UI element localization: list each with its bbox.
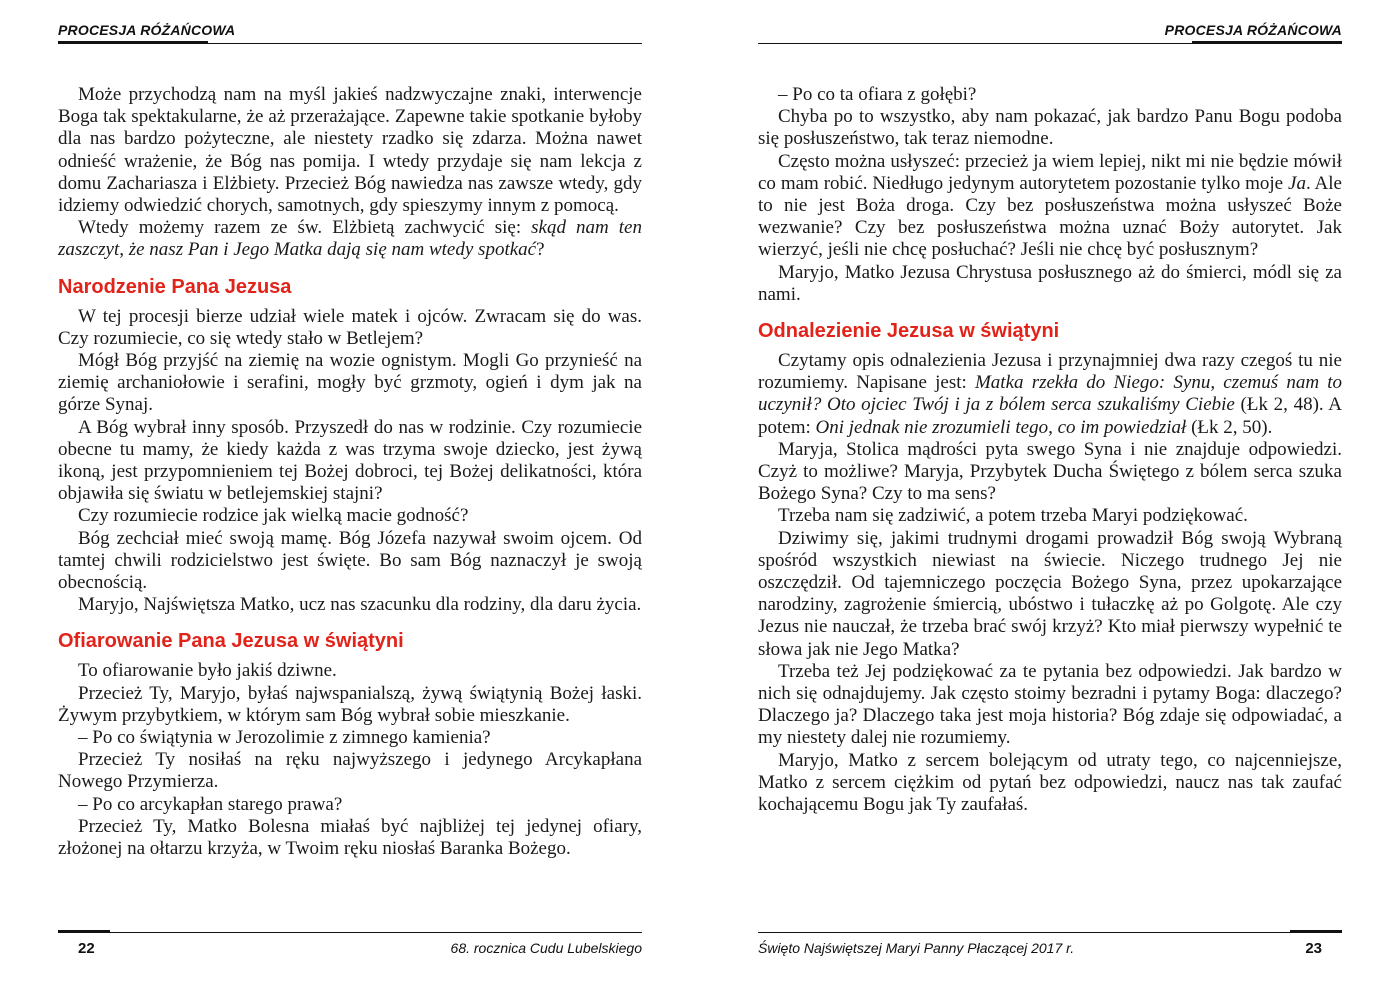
footer-rule [758, 932, 1342, 933]
paragraph: Trzeba też Jej podziękować za te pytania bez odpowiedzi. Jak bardzo w nich się odnajdujemy. Jak często stoimy bezradni i pytamy Boga: dlaczego? Dlaczego ja? Dlaczego taka jest moja historia? Bóg zdaje się odpowiadać, a my niestety dalej nie rozumiemy. [758, 660, 1342, 749]
body-text [58, 84, 642, 860]
paragraph: Może przychodzą nam na myśl jakieś nadzwyczajne znaki, interwencje Boga tak spektakularne, że aż przerażające. Zapewne takie spotkanie byłoby dla nas bardzo pożyteczne, ale niestety rzadko się zdarza. Można nawet odnieść wrażenie, że Bóg nas pomija. I wtedy przydaje się nam lekcja z domu Zachariasza i Elżbiety. Przecież Bóg nawiedza nas zawsze wtedy, gdy idziemy odwiedzić chorych, samotnych, gdy spieszymy innym z pomocą. [58, 84, 642, 217]
footer-title: Święto Najświętszej Maryi Panny Płaczącej 2017 r. [758, 940, 1075, 956]
footer-rule [58, 932, 642, 933]
text-run: (Łk 2, 48). A potem: [758, 394, 1342, 438]
text-run: (Łk 2, 50). [1186, 416, 1273, 438]
paragraph: Przecież Ty, Matko Bolesna miałaś być najbliżej tej jedynej ofiary, złożonej na ołtarzu krzyża, w Twoim ręku niosłaś Baranka Bożego. [58, 815, 642, 860]
paragraph: Przecież Ty nosiłaś na ręku najwyższego i jedynego Arcykapłana Nowego Przymierza. [58, 749, 642, 793]
section-heading: Narodzenie Pana Jezusa [58, 275, 292, 298]
paragraph: Maryja, Stolica mądrości pyta swego Syna i nie znajduje odpowiedzi. Czyż to możliwe? Maryja, Przybytek Ducha Świętego z bólem serca szuka Bożego Syna? Czy to ma sens? [758, 438, 1342, 505]
section-heading: Ofiarowanie Pana Jezusa w świątyni [58, 630, 404, 653]
running-head: PROCESJA RÓŻAŃCOWA [58, 22, 236, 38]
page-number: 23 [1305, 940, 1322, 957]
paragraph [758, 350, 1342, 439]
paragraph: Mógł Bóg przyjść na ziemię na wozie ognistym. Mogli Go przynieść na ziemię archaniołowie i serafini, mogły być grzmoty, ogień i dym jak na górze Synaj. [58, 350, 642, 416]
text-run: ? [536, 239, 545, 261]
paragraph: Maryjo, Matko Jezusa Chrystusa posłusznego aż do śmierci, módl się za nami. [758, 261, 1342, 305]
text-run: Wtedy możemy razem ze św. Elżbietą zachwycić się: [78, 217, 532, 239]
footer-rule-accent [58, 930, 110, 933]
quote-italic: Matka rzekła do Niego: Synu, czemuś nam to uczynił? Oto ojciec Twój i ja z bólem serca szukaliśmy Ciebie [758, 372, 1343, 416]
paragraph: – Po co ta ofiara z gołębi? [778, 84, 977, 105]
paragraph: Dziwimy się, jakimi trudnymi drogami prowadził Bóg swoją Wybraną spośród wszystkich niewiast na świecie. Niczego trudnego Jej nie oszczędził. Od tajemniczego poczęcia Bożego Syna, przez upokarzające narodziny, zagrożenie śmiercią, ubóstwo i tułaczkę aż po Golgotę. Ale czy Jezus nie nauczał, że trzeba brać swój krzyż? Kto miał pierwszy wypełnić te słowa jak nie Jego Matka? [758, 527, 1342, 660]
page-number: 22 [78, 940, 95, 957]
right-page [758, 0, 1342, 990]
paragraph [58, 217, 642, 261]
paragraph: – Po co arcykapłan starego prawa? [78, 793, 343, 815]
left-page [58, 0, 642, 990]
section-heading: Odnalezienie Jezusa w świątyni [758, 320, 1060, 343]
quote-italic: Ja [1288, 172, 1306, 194]
paragraph: Przecież Ty, Maryjo, byłaś najwspanialszą, żywą świątynią Bożej łaski. Żywym przybytkiem, w którym sam Bóg wybrał sobie mieszkanie. [58, 682, 642, 726]
quote-italic: skąd nam ten zaszczyt, że nasz Pan i Jego Matka dają się nam wtedy spotkać [58, 217, 642, 261]
header-rule-accent [1192, 41, 1342, 44]
paragraph: Bóg zechciał mieć swoją mamę. Bóg Józefa nazywał swoim ojcem. Od tamtej chwili rodzicielstwo jest święte. Bo sam Bóg naznaczył je swoją obecnością. [58, 527, 642, 594]
paragraph: – Po co świątynia w Jerozolimie z zimnego kamienia? [78, 727, 491, 749]
running-head: PROCESJA RÓŻAŃCOWA [1164, 22, 1342, 38]
paragraph: Czy rozumiecie rodzice jak wielką macie godność? [78, 505, 469, 527]
paragraph [758, 151, 1342, 262]
paragraph: Maryjo, Najświętsza Matko, ucz nas szacunku dla rodziny, dla daru życia. [78, 594, 642, 616]
quote-italic: Oni jednak nie zrozumieli tego, co im powiedział [815, 416, 1187, 438]
text-run: Często można usłyszeć: przecież ja wiem lepiej, nikt mi nie będzie mówił co mam robić. Niedługo jedynym autorytetem pozostanie tylko moje [758, 150, 1342, 194]
text-run: Czytamy opis odnalezienia Jezusa i przynajmniej dwa razy czegoś tu nie rozumiemy. Napisane jest: [758, 350, 1342, 394]
paragraph: Maryjo, Matko z sercem bolejącym od utraty tego, co najcenniejsze, Matko z sercem ciężkim od pytań bez odpowiedzi, naucz nas tak zaufać kochającemu Bogu jak Ty zaufałaś. [758, 749, 1342, 816]
paragraph: Chyba po to wszystko, aby nam pokazać, jak bardzo Panu Bogu podoba się posłuszeństwo, tak teraz niemodne. [758, 106, 1342, 150]
body-text [758, 84, 1342, 816]
paragraph: W tej procesji bierze udział wiele matek i ojców. Zwracam się do was. Czy rozumiecie, co się wtedy stało w Betlejem? [58, 305, 642, 349]
footer-title: 68. rocznica Cudu Lubelskiego [450, 940, 642, 956]
header-rule-accent [58, 41, 208, 44]
paragraph: Trzeba nam się zadziwić, a potem trzeba Maryi podziękować. [778, 505, 1248, 527]
footer-rule-accent [1290, 930, 1342, 933]
paragraph: To ofiarowanie było jakiś dziwne. [78, 660, 337, 682]
text-run: . Ale to nie jest Boża droga. Czy bez posłuszeństwa można usłyszeć Boże wezwanie? Czy bez posłuszeństwa można uznać Boży autorytet. Jak wierzyć, jeśli nie chcę posłuchać? Jeśli nie chcę być posłusznym? [758, 172, 1342, 261]
paragraph: A Bóg wybrał inny sposób. Przyszedł do nas w rodzinie. Czy rozumiecie obecne tu mamy, że kiedy każda z was trzyma swoje dziecko, jest żywą ikoną, jest przypomnieniem tej Bożej dobroci, tej Bożej delikatności, która objawiła się światu w betlejemskiej stajni? [58, 416, 642, 505]
